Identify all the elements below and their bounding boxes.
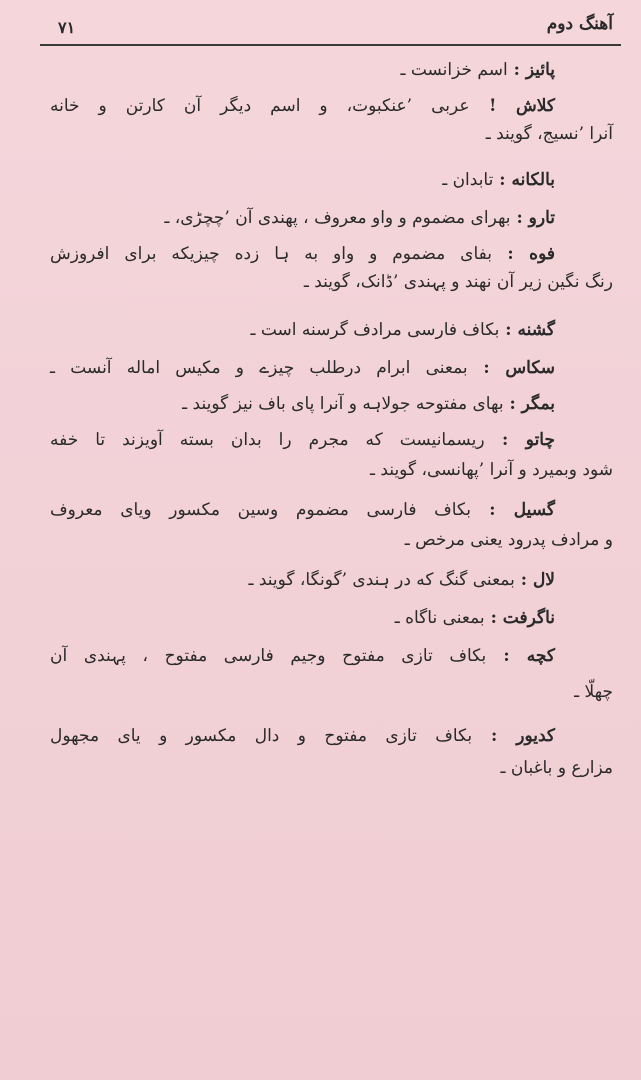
entry-definition: بمعنی ابرام درطلب چیزے و مکیس اماله آنست ـ — [50, 358, 468, 378]
entry-separator: : — [484, 430, 526, 450]
entry-term: چاتو — [525, 430, 555, 450]
entry-term: فوه — [529, 244, 555, 264]
page-header — [40, 6, 621, 40]
entry-definition: چهلّا ـ — [574, 682, 613, 702]
entry-definition: رنگ نگین زیر آن نهند و پہندی ’ڈانک، گویند ـ — [303, 272, 613, 292]
entry-line — [50, 528, 613, 552]
entry-separator: : — [472, 726, 517, 746]
entry-separator: ! — [469, 96, 516, 116]
entry-term: ناگرفت — [502, 608, 555, 628]
header-rule — [40, 44, 621, 46]
entry-line — [50, 458, 613, 482]
entry-term: بمگر — [521, 394, 555, 414]
entry-term: لال — [532, 570, 555, 590]
entry-line — [50, 356, 613, 380]
entry-definition: بکاف تازی مفتوح و دال مکسور و یای مجهول — [50, 726, 473, 746]
entry-line — [50, 58, 613, 82]
entry-line — [50, 680, 613, 704]
entry-term: کدیور — [516, 726, 555, 746]
entry-definition: بهای مفتوحه جولاہه و آنرا پای باف نیز گویند ـ — [182, 394, 504, 414]
entry-line — [50, 242, 613, 266]
entry-line — [50, 318, 613, 342]
entry-term: گشنه — [517, 320, 555, 340]
entry-definition: بهرای مضموم و واو معروف ، پهندی آن ’چچڑی، ـ — [164, 208, 511, 228]
entry-separator: : — [499, 320, 518, 340]
entry-line — [50, 568, 613, 592]
entry-separator: : — [484, 608, 503, 628]
entry-definition: بکاف فارسی مرادف گرسنه است ـ — [250, 320, 500, 340]
entry-separator: : — [503, 394, 522, 414]
entry-definition: بمعنی ناگاه ـ — [394, 608, 485, 628]
entry-definition: آنرا ’نسیج، گویند ـ — [485, 124, 613, 144]
page-number: ۷۱ — [58, 18, 76, 37]
entry-definition: بکاف فارسی مضموم وسین مکسور ویای معروف — [50, 500, 472, 520]
entry-definition: بفای مضموم و واو به ہا زده چیزیکه برای افروزش — [50, 244, 492, 264]
entry-definition: بمعنی گنگ که در ہندی ’گونگا، گویند ـ — [248, 570, 515, 590]
entry-line — [50, 206, 613, 230]
entry-separator: : — [514, 570, 533, 590]
entry-line — [50, 122, 613, 146]
entry-term: تارو — [528, 208, 555, 228]
entry-term: گسیل — [513, 500, 555, 520]
entry-definition: مزارع و باغبان ـ — [500, 758, 613, 778]
entry-term: پائیز — [525, 60, 555, 80]
entry-line — [50, 498, 613, 522]
entry-separator: : — [467, 358, 506, 378]
entry-definition: عربی ’عنکبوت، و اسم دیگر آن کارتن و خانه — [50, 96, 470, 116]
entry-line — [50, 392, 613, 416]
entry-line — [50, 606, 613, 630]
entry-definition: اسم خزانست ـ — [400, 60, 508, 80]
entry-line — [50, 270, 613, 294]
entry-line — [50, 94, 613, 118]
entry-separator: : — [510, 208, 529, 228]
entry-separator: : — [471, 500, 514, 520]
entry-line — [50, 644, 613, 668]
entry-separator: : — [507, 60, 526, 80]
entry-term: کلاش — [516, 96, 555, 116]
entry-line — [50, 756, 613, 780]
entry-line — [50, 724, 613, 748]
entry-separator: : — [493, 170, 512, 190]
entry-line — [50, 168, 613, 192]
entry-definition: بکاف تازی مفتوح وجیم فارسی مفتوح ، پہندی آن — [50, 646, 487, 666]
entry-term: بالکانه — [511, 170, 555, 190]
entry-definition: تابدان ـ — [442, 170, 494, 190]
entry-term: سکاس — [505, 358, 555, 378]
running-title: آهنگ دوم — [546, 14, 613, 34]
entry-definition: شود وبمیرد و آنرا ’پهانسی، گویند ـ — [370, 460, 613, 480]
entry-separator: : — [491, 244, 530, 264]
entry-line — [50, 428, 613, 452]
entry-definition: ریسمانیست که مجرم را بدان بسته آویزند تا خفه — [50, 430, 485, 450]
entry-separator: : — [486, 646, 527, 666]
entry-definition: و مرادف پدرود یعنی مرخص ـ — [404, 530, 613, 550]
entry-term: کچه — [526, 646, 555, 666]
dictionary-entries — [50, 58, 613, 780]
